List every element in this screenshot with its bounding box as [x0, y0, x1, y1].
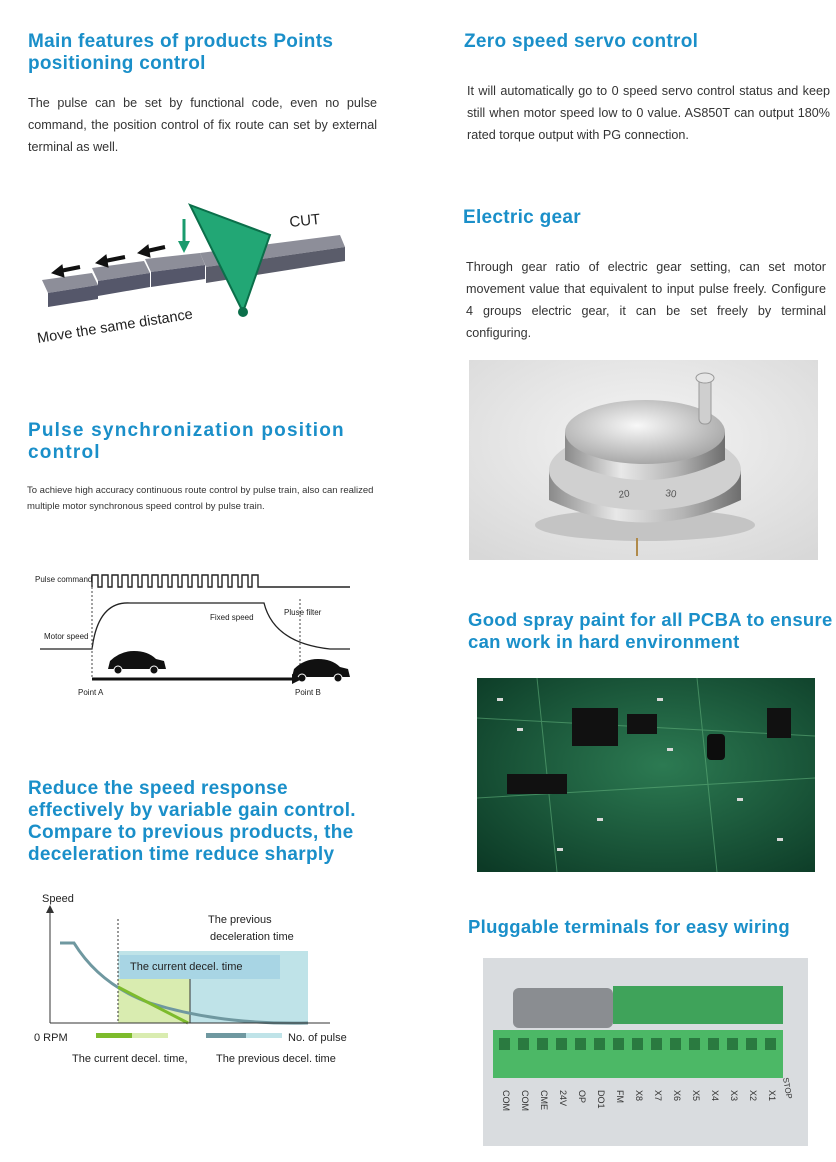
current-label: The current decel. time [130, 961, 243, 973]
terminal-screw [689, 1038, 700, 1050]
legend-previous: The previous decel. time [216, 1053, 336, 1065]
electric-gear-title: Electric gear [463, 207, 581, 228]
car-a-icon [108, 651, 166, 674]
dial-mark-20: 20 [617, 488, 631, 501]
cut-label: CUT [288, 210, 322, 231]
terminal-label: X3 [729, 1090, 739, 1102]
terminals-image [483, 958, 808, 1146]
current-decel-area [118, 979, 190, 1023]
positioning-title: Main features of products Points positioning control [28, 31, 334, 74]
gain-ylabel: Speed [42, 893, 74, 905]
legend-current: The current decel. time, [72, 1053, 188, 1065]
pulse-sync-title: Pulse synchronization position control [28, 420, 345, 463]
pulse-sync-diagram [30, 565, 350, 700]
block-3 [92, 261, 150, 296]
block-2 [42, 273, 98, 307]
gain-xlabel: No. of pulse [288, 1032, 347, 1044]
gain-title: Reduce the speed response effectively by variable gain control. Compare to previous products, the deceleration time reduce sharply [28, 778, 356, 865]
pulse-filter-label: Pluse filter [284, 608, 322, 617]
terminal-label: X2 [748, 1090, 758, 1102]
terminals-title: Pluggable terminals for easy wiring [468, 916, 791, 937]
pulse-command-label: Pulse command [35, 575, 93, 584]
terminal-screw [499, 1038, 510, 1050]
terminal-screw [765, 1038, 776, 1050]
terminal-screw [746, 1038, 757, 1050]
terminal-label: CME [539, 1090, 549, 1110]
terminal-screw [670, 1038, 681, 1050]
terminal-label: X6 [672, 1090, 682, 1102]
spray-title: Good spray paint for all PCBA to ensure can work in hard environment [468, 609, 833, 652]
pulse-sync-text: To achieve high accuracy continuous route control by pulse train, also can realized multiple motor synchronous speed control by pulse train. [27, 485, 374, 512]
terminal-label: X4 [710, 1090, 720, 1102]
move-label: Move the same distance [36, 306, 194, 347]
zero-rpm-label: 0 RPM [34, 1032, 68, 1044]
gain-chart [30, 885, 370, 1075]
point-a-label: Point A [78, 688, 104, 697]
terminal-screw [594, 1038, 605, 1050]
terminal-label: COM [501, 1090, 511, 1111]
terminal-label: X5 [691, 1090, 701, 1102]
terminal-label: X8 [634, 1090, 644, 1102]
positioning-text: The pulse can be set by functional code, even no pulse command, the position control of fix route can set by external terminal as well. [28, 96, 377, 154]
terminal-label: X7 [653, 1090, 663, 1102]
previous-label-1: The previous [208, 914, 272, 926]
terminal-label: 24V [558, 1090, 568, 1107]
point-b-label: Point B [295, 688, 321, 697]
previous-label-2: deceleration time [210, 931, 294, 943]
block-4 [145, 253, 205, 287]
terminal-screw [575, 1038, 586, 1050]
dial-mark-30: 30 [664, 488, 678, 501]
electric-gear-text: Through gear ratio of electric gear setting, can set motor movement value that equivalent to input pulse freely. Configure 4 groups electric gear, it can be set freely by terminal configuring. [466, 260, 826, 340]
zero-speed-title: Zero speed servo control [464, 31, 699, 52]
terminal-label: DO1 [596, 1090, 606, 1109]
terminal-screw [651, 1038, 662, 1050]
positioning-diagram [30, 195, 360, 355]
terminal-screw [613, 1038, 624, 1050]
terminal-screw [518, 1038, 529, 1050]
terminal-screw [708, 1038, 719, 1050]
handwheel-image [469, 360, 818, 560]
terminal-screw [537, 1038, 548, 1050]
terminal-screw [727, 1038, 738, 1050]
pcba-image [477, 678, 815, 872]
terminal-label: OP [577, 1090, 587, 1104]
motor-speed-label: Motor speed [44, 632, 89, 641]
fixed-speed-label: Fixed speed [210, 613, 254, 622]
stop-label: STOP [781, 1076, 794, 1100]
terminal-label: X1 [767, 1090, 777, 1102]
terminal-label: COM [520, 1090, 530, 1111]
terminal-screw [632, 1038, 643, 1050]
terminal-label: FM [615, 1090, 625, 1103]
terminal-screw [556, 1038, 567, 1050]
zero-speed-text: It will automatically go to 0 speed servo control status and keep still when motor speed low to 0 value. AS850T can output 180% rated torque output with PG connection. [467, 84, 830, 142]
